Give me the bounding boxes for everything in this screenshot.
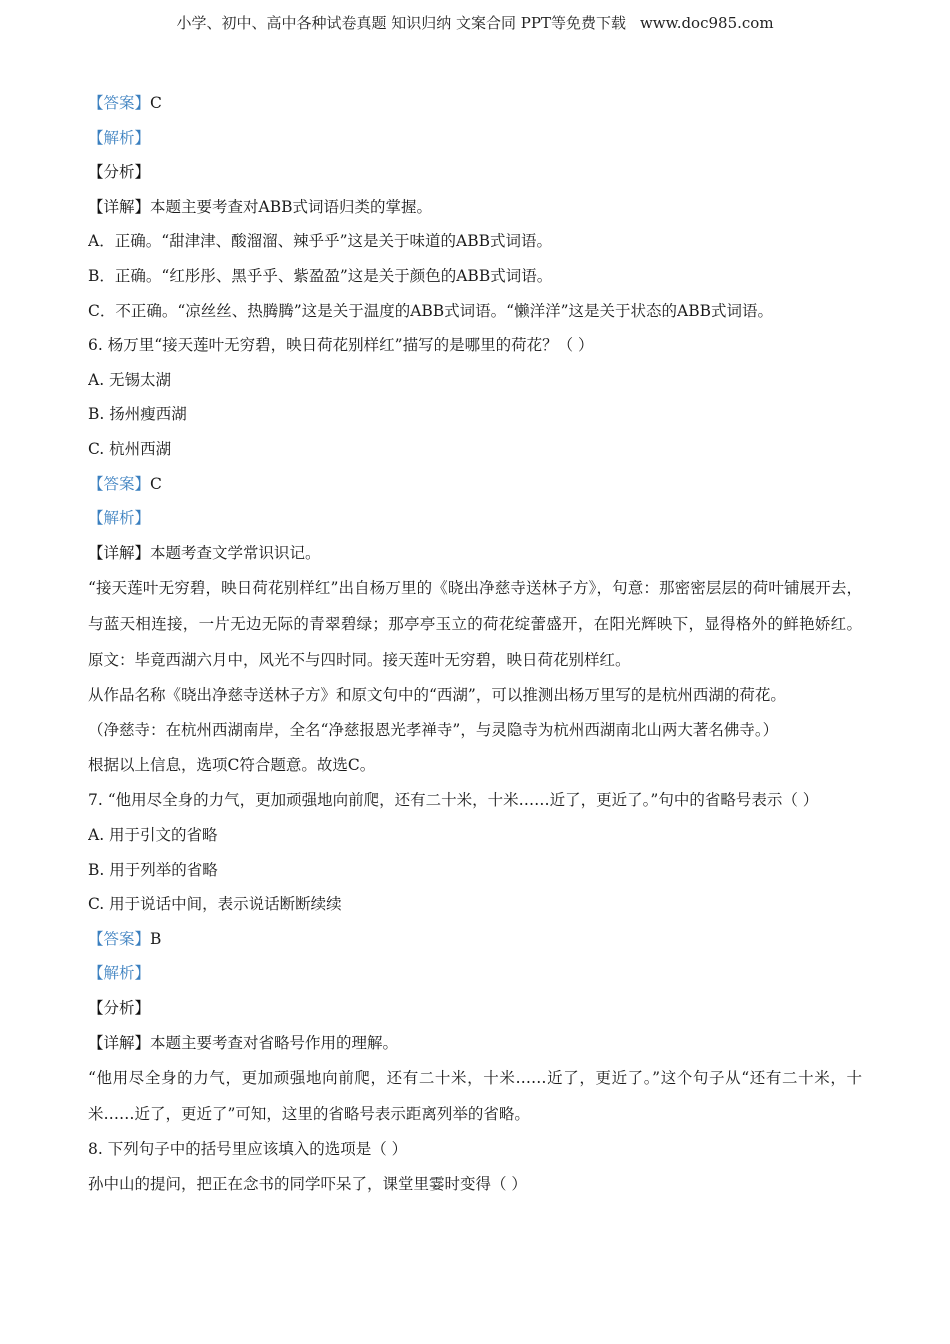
q8-question: 8. 下列句子中的括号里应该填入的选项是（ ） xyxy=(88,1140,408,1159)
detail-tag: 【详解】 xyxy=(88,197,151,216)
q7-option-a: A. 用于引文的省略 xyxy=(88,826,218,845)
analysis-tag: 【解析】 xyxy=(88,964,151,983)
q7-answer-line xyxy=(88,922,862,957)
q6-option-c: C. 杭州西湖 xyxy=(88,439,172,458)
analysis-tag: 【解析】 xyxy=(88,128,151,147)
detail-text: 本题主要考查对省略号作用的理解。 xyxy=(150,1033,399,1052)
q6-answer-line xyxy=(88,467,862,502)
header-site-url[interactable]: www.doc985.com xyxy=(639,14,774,32)
document-body xyxy=(88,86,862,1201)
q5-option-b: B．正确。“红彤彤、黑乎乎、紫盈盈”这是关于颜色的ABB式词语。 xyxy=(88,266,553,285)
detail-text: 本题考查文学常识识记。 xyxy=(150,543,321,562)
q6-option-a: A. 无锡太湖 xyxy=(88,370,172,389)
q5-fenxi-line xyxy=(88,155,862,190)
q7-option-c: C. 用于说话中间，表示说话断断续续 xyxy=(88,895,342,914)
q7-option-b: B. 用于列举的省略 xyxy=(88,860,218,879)
q6-detail-line xyxy=(88,536,862,571)
q7-fenxi-line xyxy=(88,991,862,1026)
detail-text: 本题主要考查对ABB式词语归类的掌握。 xyxy=(150,197,432,216)
fenxi-tag: 【分析】 xyxy=(88,163,151,182)
q5-option-c: C．不正确。“凉丝丝、热腾腾”这是关于温度的ABB式词语。“懒洋洋”这是关于状态的ABB式词语。 xyxy=(88,301,774,320)
analysis-tag: 【解析】 xyxy=(88,509,151,528)
q7-analysis-line xyxy=(88,956,862,991)
q6-paragraph-1: “接天莲叶无穷碧，映日荷花别样红”出自杨万里的《晓出净慈寺送林子方》，句意：那密密层层的荷叶铺展开去，与蓝天相连接，一片无边无际的青翠碧绿；那亭亭玉立的荷花绽蕾盛开，在阳光辉映下，显得格外的鲜艳娇红。原文：毕竟西湖六月中，风光不与四时同。接天莲叶无穷碧，映日荷花别样红。 xyxy=(88,579,862,670)
answer-tag: 【答案】 xyxy=(88,94,151,112)
q7-detail-line xyxy=(88,1026,862,1061)
page-header xyxy=(0,12,950,34)
q5-answer-line xyxy=(88,86,862,121)
detail-tag: 【详解】 xyxy=(88,543,151,562)
q5-option-a: A．正确。“甜津津、酸溜溜、辣乎乎”这是关于味道的ABB式词语。 xyxy=(88,232,553,251)
q6-option-b: B. 扬州瘦西湖 xyxy=(88,405,187,424)
q6-analysis-line xyxy=(88,501,862,536)
q8-sentence: 孙中山的提问，把正在念书的同学吓呆了，课堂里霎时变得（ ） xyxy=(88,1174,527,1193)
detail-tag: 【详解】 xyxy=(88,1033,151,1052)
answer-value: B xyxy=(150,929,162,948)
header-tagline: 小学、初中、高中各种试卷真题 知识归纳 文案合同 PPT等免费下载 xyxy=(176,14,626,32)
q6-paragraph-3: （净慈寺：在杭州西湖南岸，全名“净慈报恩光孝禅寺”，与灵隐寺为杭州西湖南北山两大著名佛寺。） xyxy=(88,720,779,739)
q6-paragraph-2: 从作品名称《晓出净慈寺送林子方》和原文句中的“西湖”，可以推测出杨万里写的是杭州西湖的荷花。 xyxy=(88,686,786,705)
answer-value: C xyxy=(150,94,162,112)
answer-value: C xyxy=(150,474,162,493)
q7-question: 7. “他用尽全身的力气，更加顽强地向前爬，还有二十米，十米……近了，更近了。”句中的省略号表示（ ） xyxy=(88,791,819,810)
q6-question: 6. 杨万里“接天莲叶无穷碧，映日荷花别样红”描写的是哪里的荷花？（ ） xyxy=(88,336,594,355)
answer-tag: 【答案】 xyxy=(88,474,151,493)
q6-paragraph-4: 根据以上信息，选项C符合题意。故选C。 xyxy=(88,755,376,774)
q5-detail-line xyxy=(88,190,862,225)
answer-tag: 【答案】 xyxy=(88,929,151,948)
q7-paragraph-1: “他用尽全身的力气，更加顽强地向前爬，还有二十米，十米……近了，更近了。”这个句子从“还有二十米，十米……近了，更近了”可知，这里的省略号表示距离列举的省略。 xyxy=(88,1069,862,1124)
fenxi-tag: 【分析】 xyxy=(88,999,151,1018)
q5-analysis-line xyxy=(88,121,862,156)
